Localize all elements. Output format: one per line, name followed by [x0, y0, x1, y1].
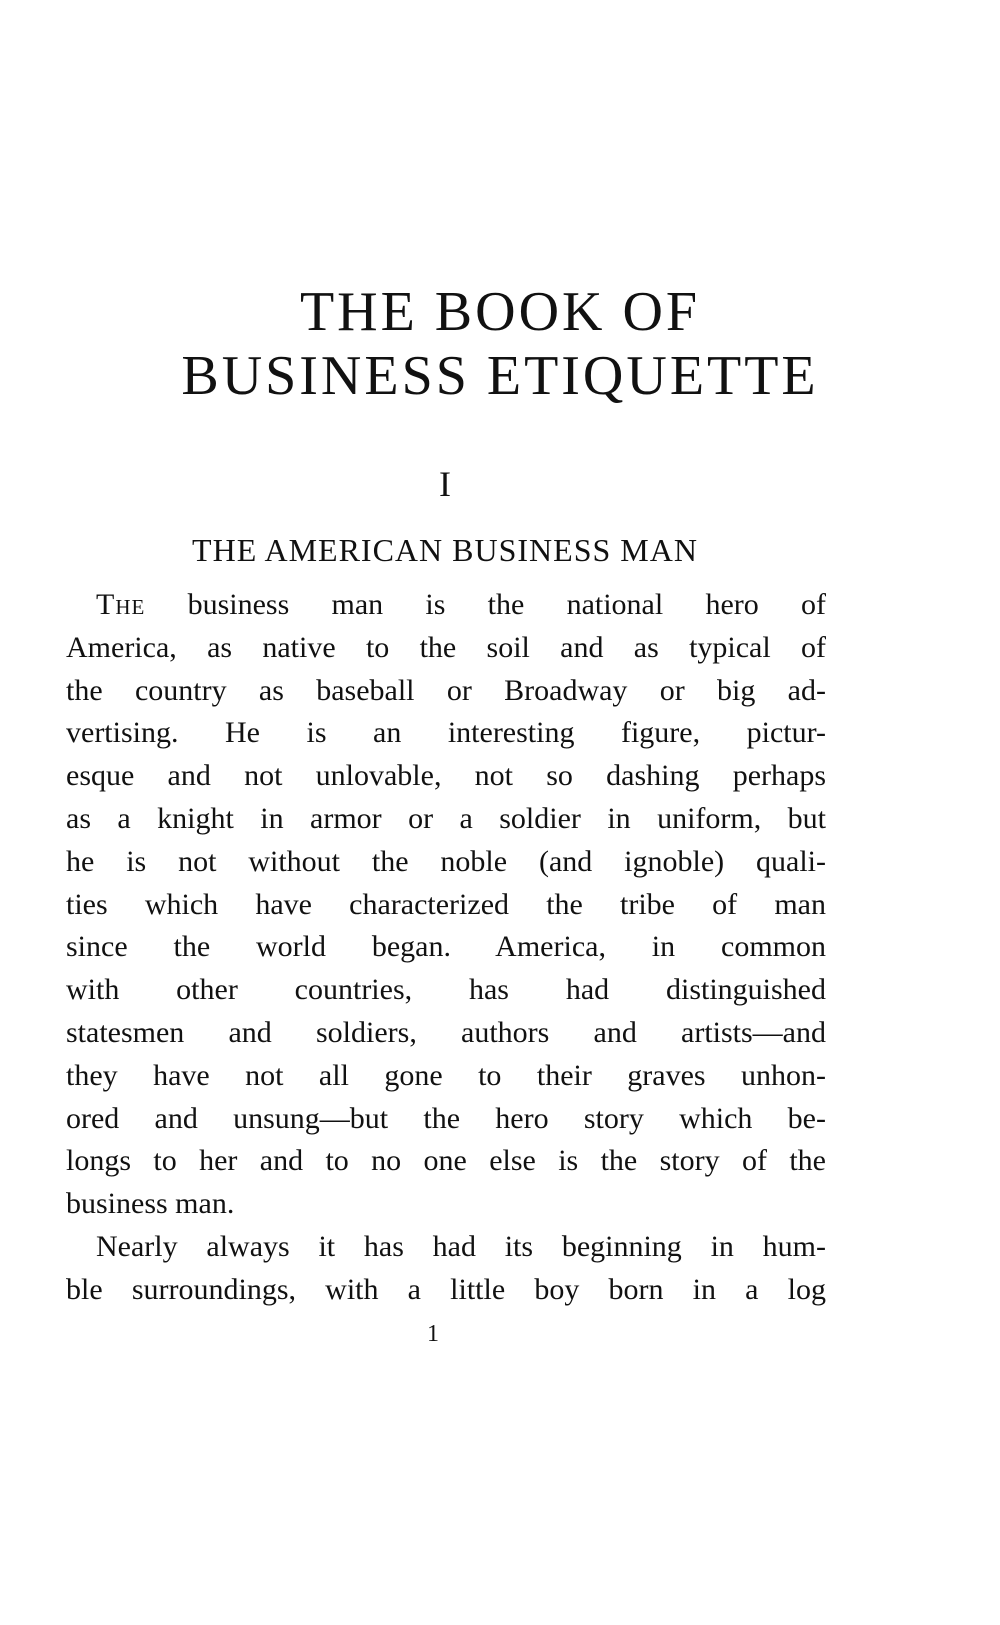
text-line: with other countries, has had distinguished	[66, 973, 826, 1007]
text-line: the country as baseball or Broadway or big ad-	[66, 673, 826, 707]
paragraph-lead-word: The	[96, 588, 146, 621]
chapter-number: I	[439, 464, 451, 504]
text-line: they have not all gone to their graves unhon-	[66, 1058, 826, 1092]
text-line: business man.	[66, 1187, 235, 1221]
text-line: longs to her and to no one else is the story of the	[66, 1144, 826, 1178]
page-number: 1	[427, 1321, 439, 1347]
text-line: ties which have characterized the tribe of man	[66, 887, 826, 921]
text-line: he is not without the noble (and ignoble) quali-	[66, 844, 826, 878]
chapter-title: THE AMERICAN BUSINESS MAN	[192, 532, 698, 568]
text-line: since the world began. America, in common	[66, 930, 826, 964]
text-line	[66, 584, 826, 627]
text-line: statesmen and soldiers, authors and artists—and	[66, 1015, 826, 1049]
text-line: America, as native to the soil and as typical of	[66, 630, 826, 664]
book-title-line-2: BUSINESS ETIQUETTE	[181, 345, 819, 407]
text-line: as a knight in armor or a soldier in uniform, but	[66, 801, 826, 835]
text-line: ored and unsung—but the hero story which be-	[66, 1101, 826, 1135]
body-text	[66, 584, 826, 1312]
text-line-content: business man is the national hero of	[145, 588, 826, 621]
text-line: ble surroundings, with a little boy born in a log	[66, 1272, 826, 1306]
text-line: esque and not unlovable, not so dashing perhaps	[66, 759, 826, 793]
text-line: Nearly always it has had its beginning in hum-	[96, 1229, 826, 1263]
book-title-line-1: THE BOOK OF	[299, 281, 701, 343]
book-title	[0, 280, 1000, 408]
text-line: vertising. He is an interesting figure, pictur-	[66, 716, 826, 750]
